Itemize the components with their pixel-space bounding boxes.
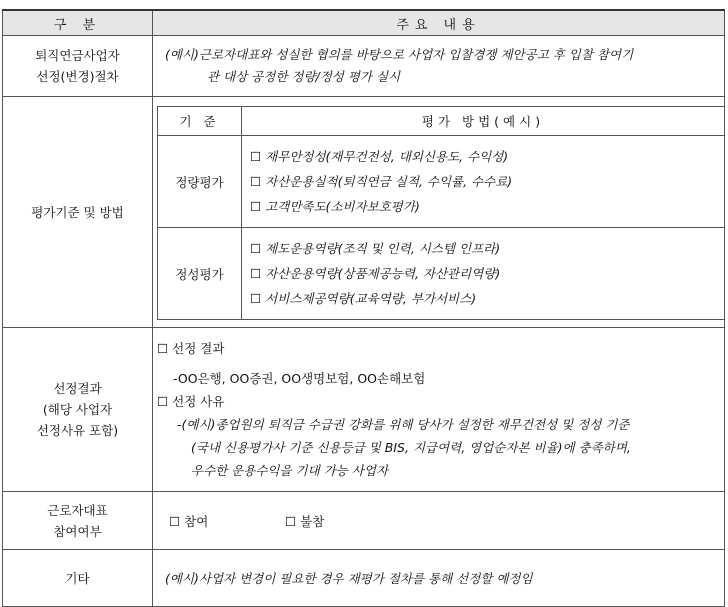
row-evaluation-criteria <box>3 97 725 328</box>
qualitative-item-3: ☐ 서비스제공역량(교육역량, 부가서비스) <box>250 291 477 306</box>
row1-text-line2: 관 대상 공정한 정량/정성 평가 실시 <box>207 69 401 84</box>
row-selection-procedure <box>3 36 725 97</box>
evaluation-table-header <box>158 107 725 136</box>
row3-label-line3: 선정사유 포함) <box>36 423 119 438</box>
quantitative-item-2: ☐ 자산운용실적(퇴직연금 실적, 수익률, 수수료) <box>250 174 513 189</box>
reason-line1: -(예시)종업원의 퇴직금 수급권 강화를 위해 당사가 설정한 재무건전성 및 정성 기준 <box>177 417 630 432</box>
quantitative-item-3: ☐ 고객만족도(소비자보호평가) <box>250 199 420 214</box>
row1-label-line1: 퇴직연금사업자 <box>35 48 120 63</box>
criteria-header: 기 준 <box>158 107 242 136</box>
row1-content <box>153 36 725 97</box>
row4-label-line1: 근로자대표 <box>47 502 108 518</box>
row2-label: 평가기준 및 방법 <box>3 97 153 328</box>
participate-checkbox[interactable]: ☐ 참여 <box>169 513 209 529</box>
table-header-row <box>3 10 725 36</box>
method-header: 평가 방법(예시) <box>242 107 725 136</box>
row4-content <box>153 492 725 550</box>
row1-label <box>3 36 153 97</box>
header-main-content: 주요 내용 <box>153 10 725 36</box>
result-value: -OO은행, OO증권, OO생명보험, OO손해보험 <box>173 371 426 386</box>
row1-label-line2: 선정(변경)절차 <box>36 69 119 84</box>
quantitative-label: 정량평가 <box>158 136 242 228</box>
reason-line2: (국내 신용평가사 기준 신용등급 및 BIS, 지급여력, 영업순자본 비율)에 충족하며, <box>191 440 631 455</box>
header-category: 구 분 <box>3 10 153 36</box>
row2-content <box>153 97 725 328</box>
reason-title: ☐ 선정 사유 <box>157 394 225 409</box>
evaluation-table <box>157 106 725 320</box>
reason-line3: 우수한 운용수익을 기대 가능 사업자 <box>191 463 389 478</box>
qualitative-label: 정성평가 <box>158 228 242 320</box>
row-selection-result <box>3 328 725 492</box>
row5-text: (예시)사업자 변경이 필요한 경우 재평가 절차를 통해 선정할 예정임 <box>153 550 725 607</box>
row3-label-line2: (해당 사업자 <box>42 402 113 417</box>
qualitative-item-2: ☐ 자산운용역량(상품제공능력, 자산관리역량) <box>250 266 501 281</box>
not-participate-checkbox[interactable]: ☐ 불참 <box>284 513 325 529</box>
qualitative-item-1: ☐ 제도운용역량(조직 및 인력, 시스템 인프라) <box>250 241 501 256</box>
quantitative-items <box>242 136 725 228</box>
row5-label: 기타 <box>3 550 153 607</box>
quantitative-item-1: ☐ 재무안정성(재무건전성, 대외신용도, 수익성) <box>250 149 509 164</box>
row3-content <box>153 328 725 492</box>
row-worker-representative <box>3 492 725 550</box>
row1-text-line1: (예시)근로자대표와 성실한 협의를 바탕으로 사업자 입찰경쟁 제안공고 후 입찰 참여기 <box>165 47 634 62</box>
row3-label-line1: 선정결과 <box>53 381 102 396</box>
result-title: ☐ 선정 결과 <box>157 341 225 356</box>
row3-label <box>3 328 153 492</box>
row4-label-line2: 참여여부 <box>53 523 102 539</box>
main-table <box>2 9 725 607</box>
qualitative-items <box>242 228 725 320</box>
row4-label <box>3 492 153 550</box>
quantitative-row <box>158 136 725 228</box>
qualitative-row <box>158 228 725 320</box>
